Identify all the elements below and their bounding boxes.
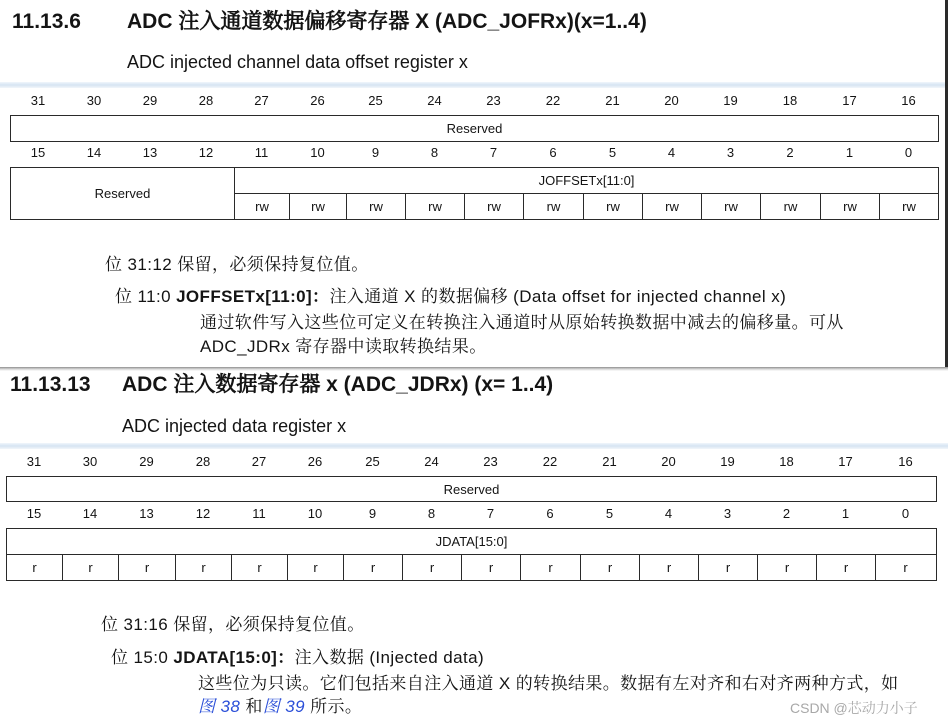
bit-numbers-high [6, 453, 936, 471]
register-subtitle: ADC injected data register x [122, 416, 347, 436]
bit-numbers-low [6, 505, 936, 523]
section-number: 11.13.13 [10, 373, 91, 396]
access-cell: r [903, 560, 908, 575]
bit-number: 22 [545, 93, 561, 108]
bit-number: 5 [605, 506, 614, 521]
description-text: 注入通道 X 的数据偏移 (Data offset for injected channel x) [329, 287, 787, 306]
bit-number: 11 [252, 506, 266, 521]
bit-number: 20 [661, 454, 676, 469]
access-cell: r [758, 555, 817, 580]
section-number: 11.13.6 [12, 10, 81, 33]
section-separator [0, 367, 948, 371]
access-cell: rw [347, 194, 406, 219]
bit-number: 29 [139, 454, 154, 469]
bit-number: 18 [782, 93, 798, 108]
bit-number: 30 [82, 454, 98, 469]
bit-number: 28 [195, 454, 211, 469]
bit-numbers-high [10, 92, 938, 110]
access-cell: rw [643, 194, 702, 219]
bit-number: 16 [901, 93, 916, 108]
access-cell: r [699, 555, 758, 580]
field-name: JDATA[15:0]： [173, 648, 295, 667]
bit-number: 10 [307, 506, 323, 521]
bit-number: 14 [82, 506, 98, 521]
bit-number: 13 [139, 506, 154, 521]
bit-number: 15 [30, 145, 46, 160]
bit-number: 31 [30, 93, 46, 108]
bit-number: 3 [723, 506, 732, 521]
access-cell: r [403, 555, 462, 580]
access-cell: r [176, 555, 232, 580]
reserved-high-field: Reserved [10, 115, 939, 142]
bit-range: 位 11:0 [115, 287, 171, 306]
access-cell: r [7, 555, 63, 580]
bit-number: 18 [779, 454, 794, 469]
figure-39-link[interactable]: 图 39 [262, 697, 305, 716]
access-cell: r [640, 555, 699, 580]
access-cell: rw [902, 199, 916, 214]
reserved-description [101, 615, 365, 635]
bit-number: 12 [198, 145, 214, 160]
bit-number: 8 [430, 145, 439, 160]
bit-number: 30 [86, 93, 102, 108]
bit-number: 17 [838, 454, 853, 469]
register-low-table [6, 528, 937, 581]
bit-number: 12 [195, 506, 211, 521]
access-cell: rw [290, 194, 347, 219]
bit-number: 17 [842, 93, 857, 108]
bit-number: 4 [667, 145, 676, 160]
bit-number: 26 [307, 454, 323, 469]
access-cell: rw [821, 194, 880, 219]
section-title: ADC 注入通道数据偏移寄存器 X (ADC_JOFRx)(x=1..4) [127, 10, 647, 33]
register-subtitle: ADC injected channel data offset register x [127, 52, 468, 72]
bit-number: 3 [726, 145, 735, 160]
header-band [0, 82, 948, 88]
bit-number: 14 [86, 145, 102, 160]
access-row [235, 194, 938, 219]
bit-number: 13 [142, 145, 158, 160]
bit-number: 25 [365, 454, 380, 469]
bit-number: 8 [427, 506, 436, 521]
field-description-line [198, 697, 362, 717]
bit-number: 0 [901, 506, 910, 521]
access-cell: r [63, 555, 119, 580]
bit-range: 位 31:12 [105, 255, 173, 274]
description-text: 注入数据 (Injected data) [294, 648, 485, 667]
description-tail: 所示。 [310, 697, 363, 716]
access-cell: r [344, 555, 403, 580]
access-cell: r [462, 555, 521, 580]
bit-number: 15 [26, 506, 42, 521]
header-band [0, 443, 948, 449]
bit-number: 20 [664, 93, 679, 108]
bit-number: 26 [310, 93, 325, 108]
field-description-line: 这些位为只读。它们包括来自注入通道 X 的转换结果。数据有左对齐和右对齐两种方式，如 [198, 674, 899, 693]
bit-number: 6 [549, 145, 557, 160]
description-text: 保留，必须保持复位值。 [177, 255, 369, 274]
bit-numbers-low [10, 144, 938, 162]
bit-number: 22 [542, 454, 558, 469]
reserved-description [105, 255, 369, 275]
jdata-field: JDATA[15:0] [7, 529, 936, 555]
access-row [7, 555, 936, 580]
figure-38-link[interactable]: 图 38 [198, 697, 241, 716]
bit-number: 23 [486, 93, 501, 108]
section-title: ADC 注入数据寄存器 x (ADC_JDRx) (x= 1..4) [122, 373, 554, 396]
bit-number: 7 [486, 506, 495, 521]
bit-number: 11 [254, 145, 269, 160]
field-description-line: ADC_JDRx 寄存器中读取转换结果。 [200, 337, 487, 356]
access-cell: rw [524, 194, 584, 219]
bit-number: 1 [841, 506, 850, 521]
bit-number: 2 [786, 145, 794, 160]
access-cell: r [521, 555, 581, 580]
field-description [115, 287, 786, 307]
access-cell: rw [702, 194, 761, 219]
bit-number: 25 [368, 93, 383, 108]
bit-number: 9 [371, 145, 380, 160]
bit-number: 1 [845, 145, 854, 160]
bit-number: 0 [904, 145, 913, 160]
bit-number: 23 [483, 454, 498, 469]
bit-number: 21 [605, 93, 620, 108]
access-cell: rw [584, 194, 643, 219]
bit-number: 9 [368, 506, 377, 521]
bit-number: 21 [602, 454, 617, 469]
bit-number: 5 [608, 145, 617, 160]
access-cell: r [119, 555, 176, 580]
bit-number: 10 [310, 145, 325, 160]
bit-number: 19 [720, 454, 735, 469]
conjunction-text: 和 [245, 697, 263, 716]
reserved-low-field: Reserved [11, 168, 235, 219]
field-name: JOFFSETx[11:0]： [176, 287, 330, 306]
reserved-high-field: Reserved [6, 476, 937, 502]
bit-number: 4 [664, 506, 673, 521]
watermark: CSDN @芯动力小子 [790, 700, 918, 716]
field-description [111, 648, 484, 668]
access-cell: rw [406, 194, 465, 219]
register-low-table [10, 167, 939, 220]
access-cell: r [232, 555, 288, 580]
bit-number: 24 [424, 454, 439, 469]
bit-number: 7 [489, 145, 498, 160]
bit-number: 27 [251, 454, 267, 469]
bit-number: 2 [782, 506, 791, 521]
field-description-line: 通过软件写入这些位可定义在转换注入通道时从原始转换数据中减去的偏移量。可从 [200, 313, 844, 332]
bit-number: 28 [198, 93, 214, 108]
bit-range: 位 15:0 [111, 648, 169, 667]
bit-number: 19 [723, 93, 738, 108]
bit-number: 16 [898, 454, 913, 469]
bit-number: 31 [26, 454, 42, 469]
access-cell: rw [465, 194, 524, 219]
access-cell: rw [235, 194, 290, 219]
bit-range: 位 31:16 [101, 615, 169, 634]
joffset-field: JOFFSETx[11:0] [235, 168, 938, 194]
bit-number: 24 [427, 93, 442, 108]
access-cell: r [288, 555, 344, 580]
description-text: 保留，必须保持复位值。 [173, 615, 365, 634]
bit-number: 29 [142, 93, 158, 108]
bit-number: 27 [254, 93, 269, 108]
access-cell: rw [761, 194, 821, 219]
bit-number: 6 [546, 506, 554, 521]
access-cell: r [581, 555, 640, 580]
access-cell: r [817, 555, 876, 580]
